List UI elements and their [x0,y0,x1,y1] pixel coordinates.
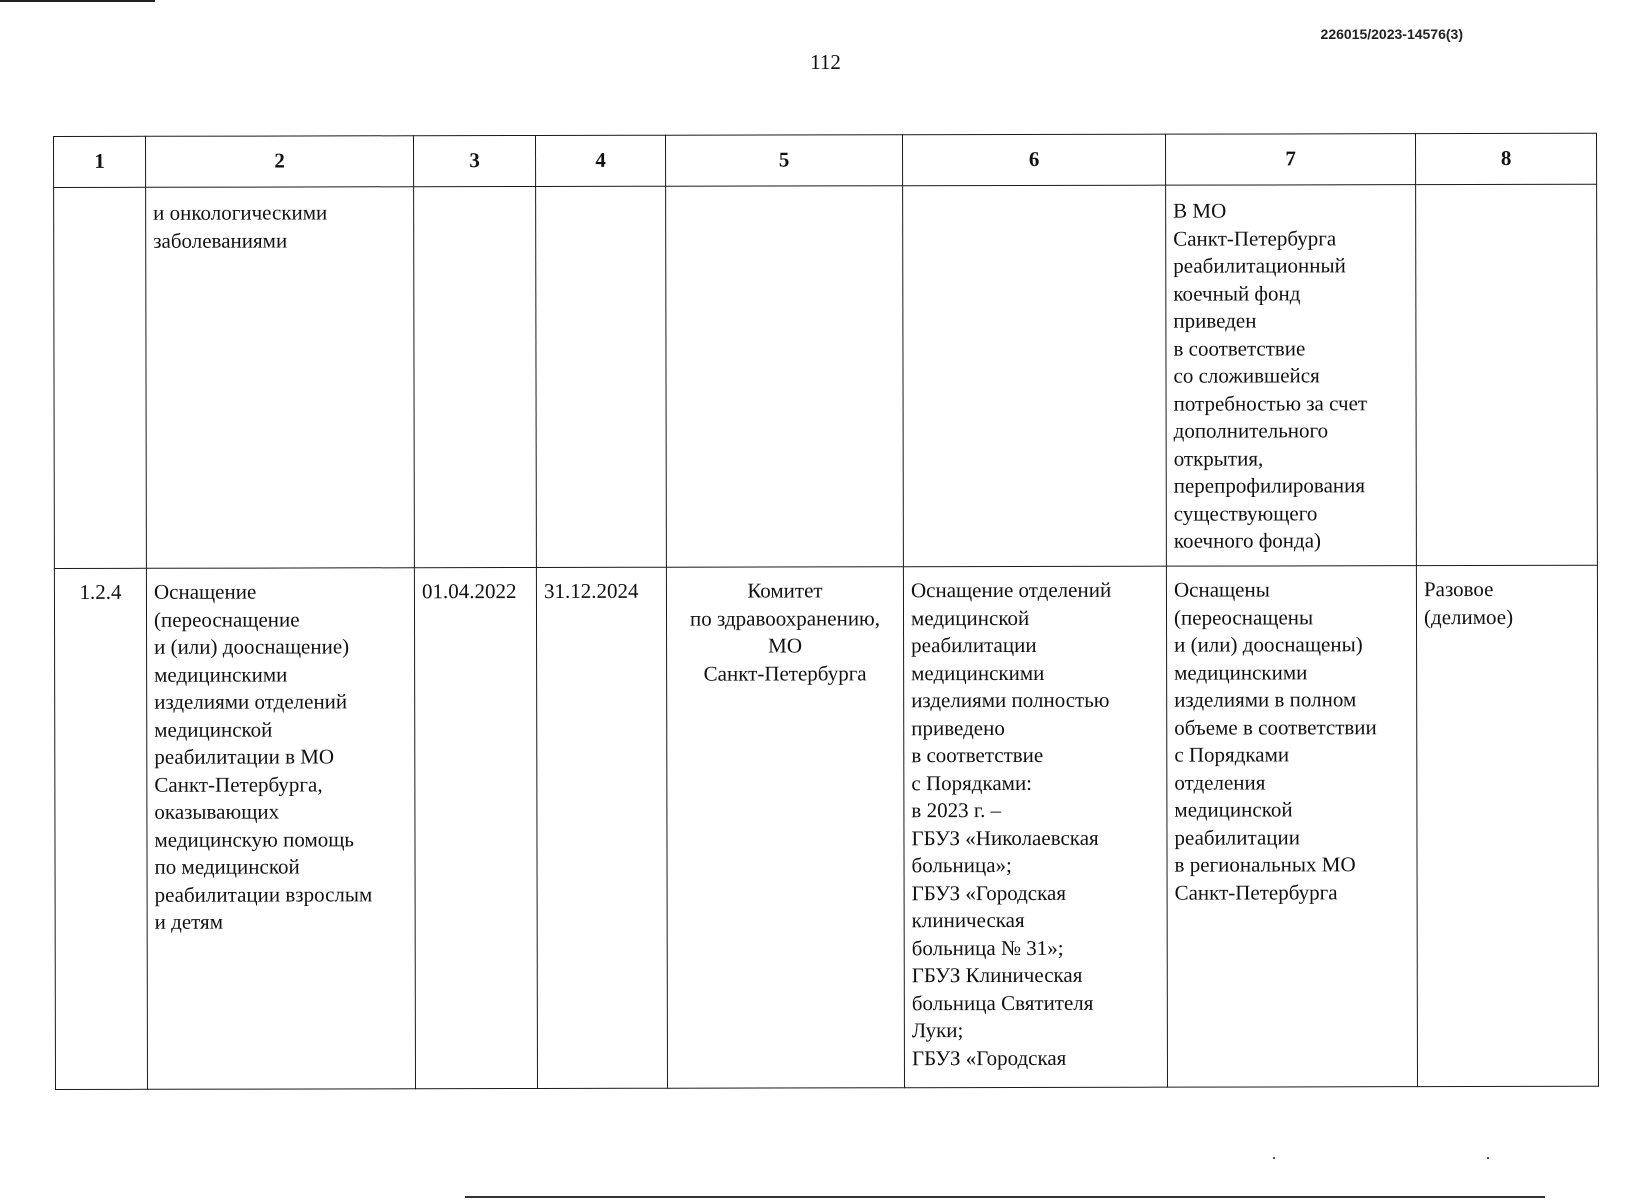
page-number: 112 [810,50,841,74]
document-id: 226015/2023-14576(3) [1320,26,1463,42]
cell-number-text: 1.2.4 [79,579,122,604]
column-header-2: 2 [146,136,414,188]
table-row [54,184,1598,568]
scan-speck [1273,1157,1275,1159]
cell-responsible-text [666,186,902,198]
cell-type-text: Разовое (делимое) [1423,576,1514,629]
column-header-7: 7 [1165,134,1415,186]
cell-activity [146,187,415,569]
cell-result [1166,566,1417,1088]
cell-description-text: Оснащение отделений медицинской реабилитации медицинскими изделиями полностью приведено в соответствие с Порядками: в 2023 г. – ГБУЗ «Николаевская больница»; ГБУЗ «Городская клиническая больница № 31»; ГБУЗ Клиническая больница Святителя Луки; ГБУЗ «Городская [910,577,1112,1070]
cell-responsible [666,186,904,567]
cell-type [1416,184,1598,565]
cell-type [1416,565,1598,1086]
cell-start-date [414,186,537,567]
cell-responsible [666,567,904,1088]
table-row [54,565,1598,1089]
cell-responsible-text: Комитет по здравоохранению, МО Санкт-Петербурга [690,578,881,686]
column-header-5: 5 [665,135,902,186]
cell-description-text [903,186,1165,199]
cell-start-date-text: 01.04.2022 [421,579,517,604]
column-header-6: 6 [902,134,1165,186]
cell-type-text [1416,185,1596,197]
scan-edge-mark [0,0,155,2]
cell-result-text: В МО Санкт-Петербурга реабилитационный коечный фонд приведен в соответствие со сложившейся потребностью за счет дополнительного открытия, перепрофилирования существующего коечного фонда) [1173,198,1368,553]
column-header-4: 4 [536,135,666,186]
cell-number [54,568,147,1089]
cell-start-date [414,567,537,1088]
column-header-1: 1 [54,136,146,187]
cell-description [903,185,1167,567]
cell-end-date [536,186,667,567]
column-header-8: 8 [1415,133,1596,184]
scan-bottom-rule [465,1196,1545,1198]
cell-start-date-text [414,187,535,199]
table-header-row [54,133,1597,187]
cell-end-date [536,567,667,1088]
table-container [53,133,1599,1090]
cell-end-date-text: 31.12.2024 [543,578,639,603]
cell-description [903,566,1167,1088]
cell-result-text: Оснащены (переоснащены и (или) дооснащены) медицинскими изделиями в полном объеме в соответствии с Порядками отделения медицинской реабилитации в региональных МО Санкт-Петербурга [1173,577,1377,905]
plan-table [53,133,1599,1090]
column-header-3: 3 [414,135,536,186]
cell-activity [146,568,415,1090]
cell-result [1166,185,1417,567]
cell-number [54,187,147,568]
cell-activity-text: и онкологическими заболеваниями [153,200,328,253]
cell-end-date-text [536,187,665,199]
cell-number-text [54,188,145,200]
cell-activity-text: Оснащение (переоснащение и (или) дооснащение) медицинскими изделиями отделений медицинской реабилитации в МО Санкт-Петербурга, оказывающих медицинскую помощь по медицинской реабилитации взрослым и детям [153,579,373,934]
scan-speck [1487,1157,1489,1159]
